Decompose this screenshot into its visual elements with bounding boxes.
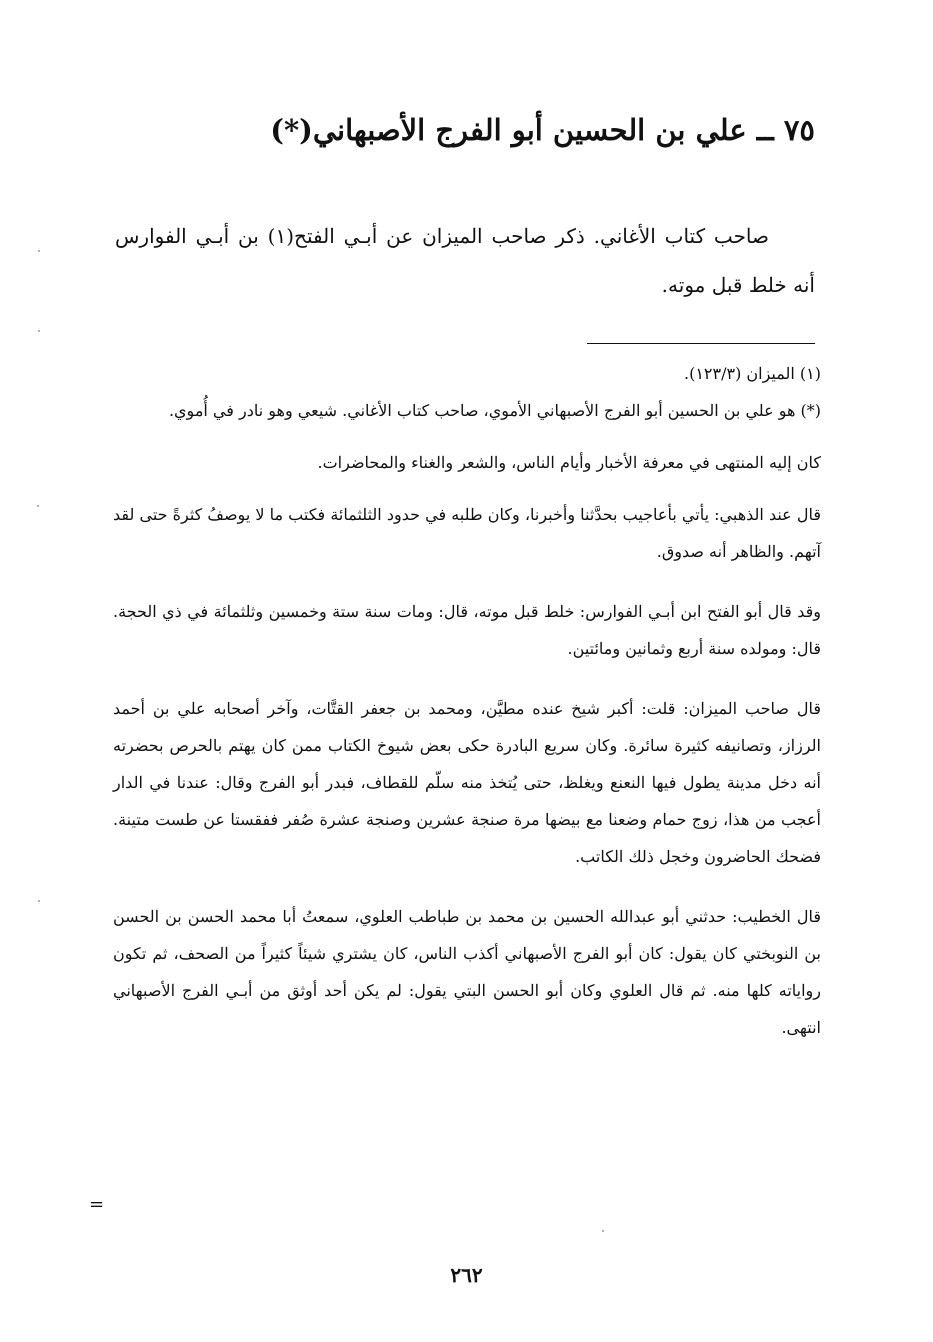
entry-title: ٧٥ ــ علي بن الحسين أبو الفرج الأصبهاني(*)	[270, 113, 815, 147]
footnotes	[113, 355, 821, 1046]
scan-speck	[38, 250, 40, 252]
scan-speck	[38, 900, 40, 902]
footnote-paragraph: كان إليه المنتهى في معرفة الأخبار وأيام الناس، والشعر والغناء والمحاضرات.	[317, 453, 821, 472]
body-paragraph: صاحب كتاب الأغاني. ذكر صاحب الميزان عن أبـي الفتح(١) بن أبـي الفوارس أنه خلط قبل موته.	[115, 224, 815, 297]
footnote-1: (١) الميزان (١٢٣/٣).	[683, 364, 821, 383]
footnote-divider	[587, 343, 815, 344]
footnote-paragraph: قال عند الذهبي: يأتي بأعاجيب بحدَّثنا وأخبرنا، وكان طلبه في حدود الثلثمائة فكتب ما لا يوصفُ كثرةً حتى لقد آتهم. والظاهر أنه صدوق.	[113, 505, 821, 561]
scan-speck	[602, 1230, 604, 1232]
page-number: ٢٦٢	[450, 1263, 483, 1287]
footnote-paragraph: قال صاحب الميزان: قلت: أكبر شيخ عنده مطيَّن، ومحمد بن جعفر القتَّات، وآخر أصحابه علي بن أحمد الرزاز، وتصانيفه كثيرة سائرة. وكان سريع البادرة حكى بعض شيوخ الكتاب ممن كان يهتم بالحرص بحضرته أنه دخل مدينة يطول فيها النعنع ويغلظ، حتى يُتخذ منه سلّم للقطاف، فبدر أبو الفرج وقال: عندنا في الدار أعجب من هذا، زوج حمام وضعنا مع بيضها مرة صنجة عشرين وصنجة عشرة صُفر ففقستا عن طست متينة. فضحك الحاضرون وخجل ذلك الكاتب.	[113, 699, 821, 866]
margin-mark: =	[89, 1194, 105, 1215]
footnote-paragraph: قال الخطيب: حدثني أبو عبدالله الحسين بن محمد بن طباطب العلوي، سمعتُ أبا محمد الحسن بن الحسن بن النوبختي كان يقول: كان أبو الفرج الأصبهاني أكذب الناس، كان يشتري شيئاً كثيراً من الصحف، ثم تكون رواياته كلها منه. ثم قال العلوي وكان أبو الحسن البتي يقول: لم يكن أحد أوثق من أبـي الفرج الأصبهاني انتهى.	[113, 907, 821, 1037]
entry-body	[115, 212, 815, 310]
footnote-paragraph: وقد قال أبو الفتح ابن أبـي الفوارس: خلط قبل موته، قال: ومات سنة ستة وخمسين وثلثمائة في ذي الحجة. قال: ومولده سنة أربع وثمانين ومائتين.	[113, 602, 821, 658]
scan-speck	[37, 505, 39, 507]
footnote-star: (*) هو علي بن الحسين أبو الفرج الأصبهاني الأموي، صاحب كتاب الأغاني. شيعي وهو نادر في أُموي.	[168, 401, 821, 420]
scan-speck	[38, 330, 40, 332]
